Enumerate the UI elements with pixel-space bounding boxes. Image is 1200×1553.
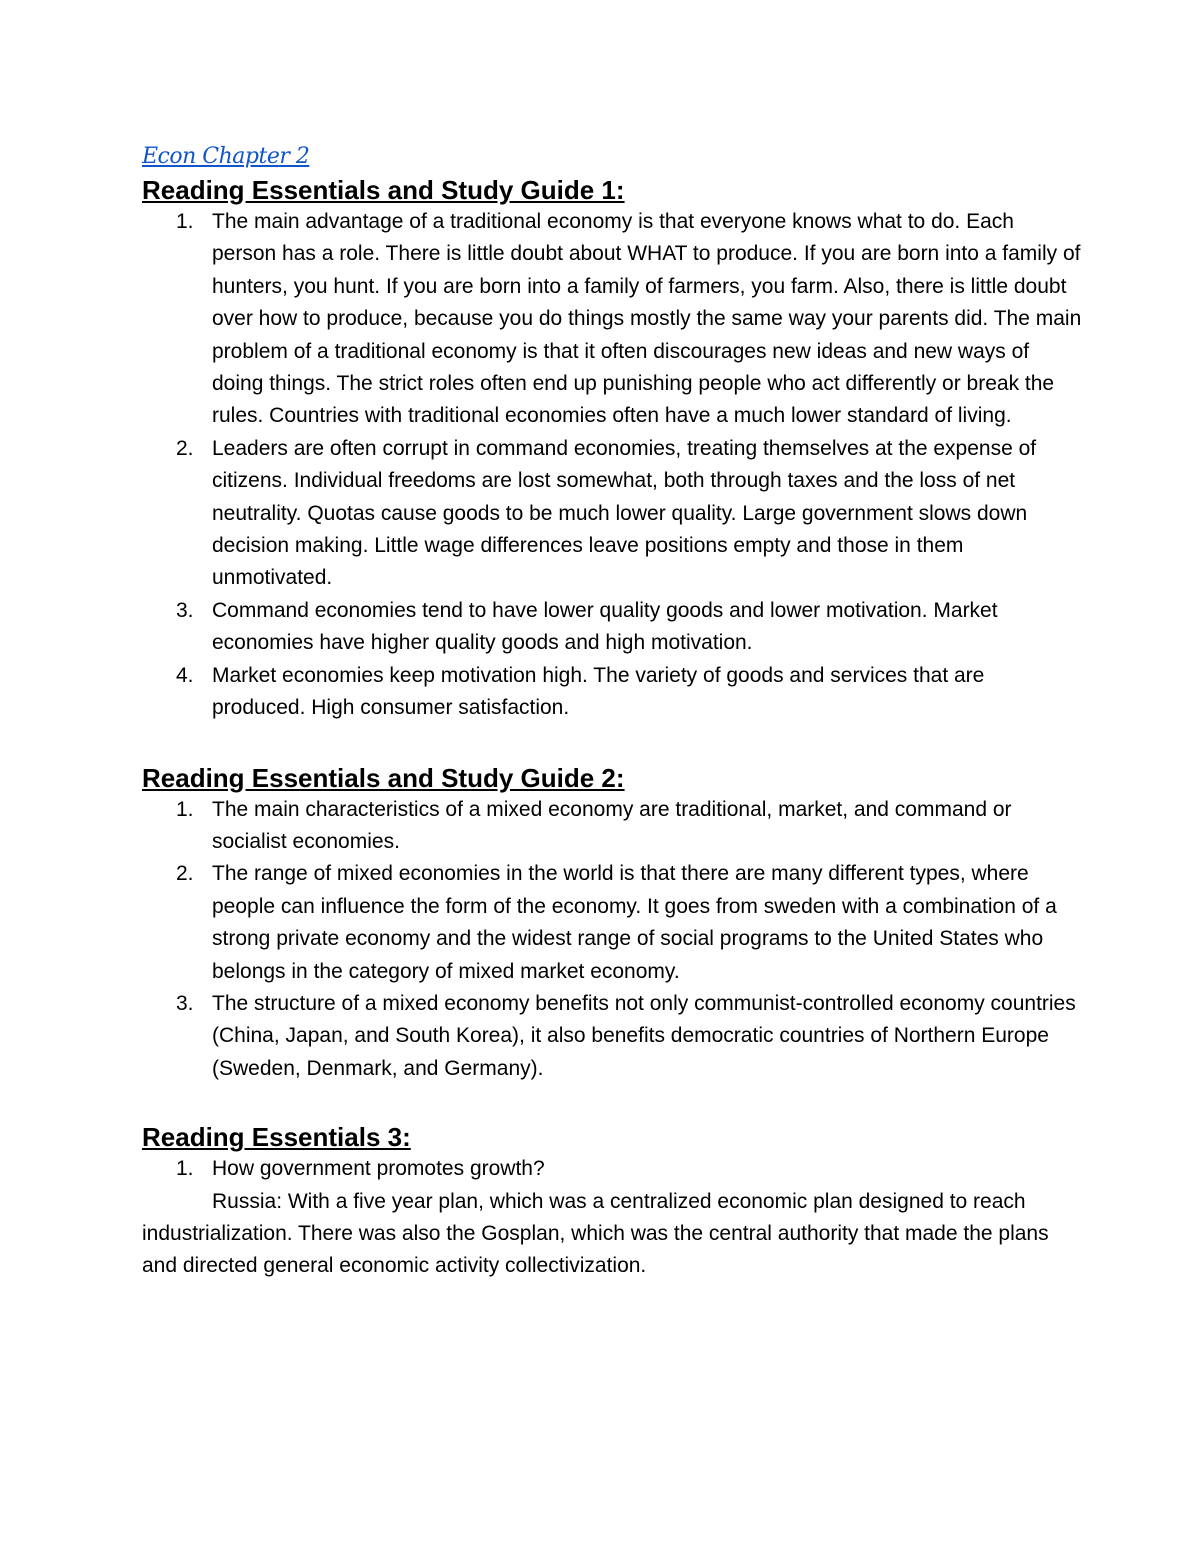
list-number: 1.: [176, 210, 194, 233]
document-title-link[interactable]: Econ Chapter 2: [142, 144, 310, 169]
section-reading-essentials-3: [142, 1121, 1082, 1283]
list-number: 4.: [176, 663, 194, 687]
list-number: 1.: [176, 1157, 194, 1181]
section-heading: Reading Essentials and Study Guide 1:: [142, 175, 625, 205]
numbered-list: [142, 206, 1082, 725]
list-number: 2.: [176, 436, 194, 460]
list-item-text: The range of mixed economies in the world is that there are many different types, where people can influence the form of the economy. It goes from sweden with a combination of a strong private economy and the widest range of social programs to the United States who belongs in the category of mixed market economy.: [212, 862, 1057, 983]
list-item-text: Command economies tend to have lower quality goods and lower motivation. Market economies have higher quality goods and high motivation.: [212, 598, 998, 655]
list-item: [142, 794, 1082, 859]
list-item-text: How government promotes growth?: [212, 1157, 545, 1181]
section-heading: Reading Essentials and Study Guide 2:: [142, 762, 625, 793]
list-item-text: Leaders are often corrupt in command economies, treating themselves at the expense of citizens. Individual freedoms are lost somewhat, both through taxes and the loss of net neutrality. Quotas cause goods to be much lower quality. Large government slows down decision making. Little wage differences leave positions empty and those in them unmotivated.: [212, 436, 1037, 590]
list-number: 2.: [176, 862, 194, 886]
list-item: [142, 595, 1082, 660]
list-item: [142, 206, 1082, 433]
list-number: 3.: [176, 598, 194, 622]
list-item: [142, 1153, 1082, 1185]
list-item-text: The main characteristics of a mixed economy are traditional, market, and command or socialist economies.: [212, 797, 1012, 853]
list-item: [142, 988, 1082, 1085]
list-item-text: The main advantage of a traditional economy is that everyone knows what to do. Each person has a role. There is little doubt about WHAT to produce. If you are born into a family of hunters, you hunt. If you are born into a family of farmers, you farm. Also, there is little doubt over how to produce, because you do things mostly the same way your parents did. The main problem of a traditional economy is that it often discourages new ideas and new ways of doing things. The strict roles often end up punishing people who act differently or break the rules. Countries with traditional economies often have a much lower standard of living.: [212, 210, 1082, 428]
numbered-list: [142, 794, 1082, 1086]
section-study-guide-2: [142, 762, 1082, 1086]
list-item-text: The structure of a mixed economy benefits not only communist-controlled economy countries (China, Japan, and South Korea), it also benefits democratic countries of Northern Europe (Sweden, Denmark, and Germany).: [212, 991, 1076, 1080]
list-item: [142, 433, 1082, 595]
numbered-list: [142, 1153, 1082, 1185]
document-body: [142, 140, 1082, 1283]
list-item-text: Market economies keep motivation high. The variety of goods and services that are produced. High consumer satisfaction.: [212, 663, 985, 720]
answer-paragraph: Russia: With a five year plan, which was a centralized economic plan designed to reach industrialization. There was also the Gosplan, which was the central authority that made the plans and directed general economic activity collectivization.: [142, 1189, 1049, 1278]
section-heading: Reading Essentials 3:: [142, 1122, 411, 1153]
section-study-guide-1: [142, 174, 1082, 725]
list-item: [142, 660, 1082, 725]
list-number: 3.: [176, 991, 194, 1015]
list-item: [142, 858, 1082, 988]
list-number: 1.: [176, 797, 194, 821]
